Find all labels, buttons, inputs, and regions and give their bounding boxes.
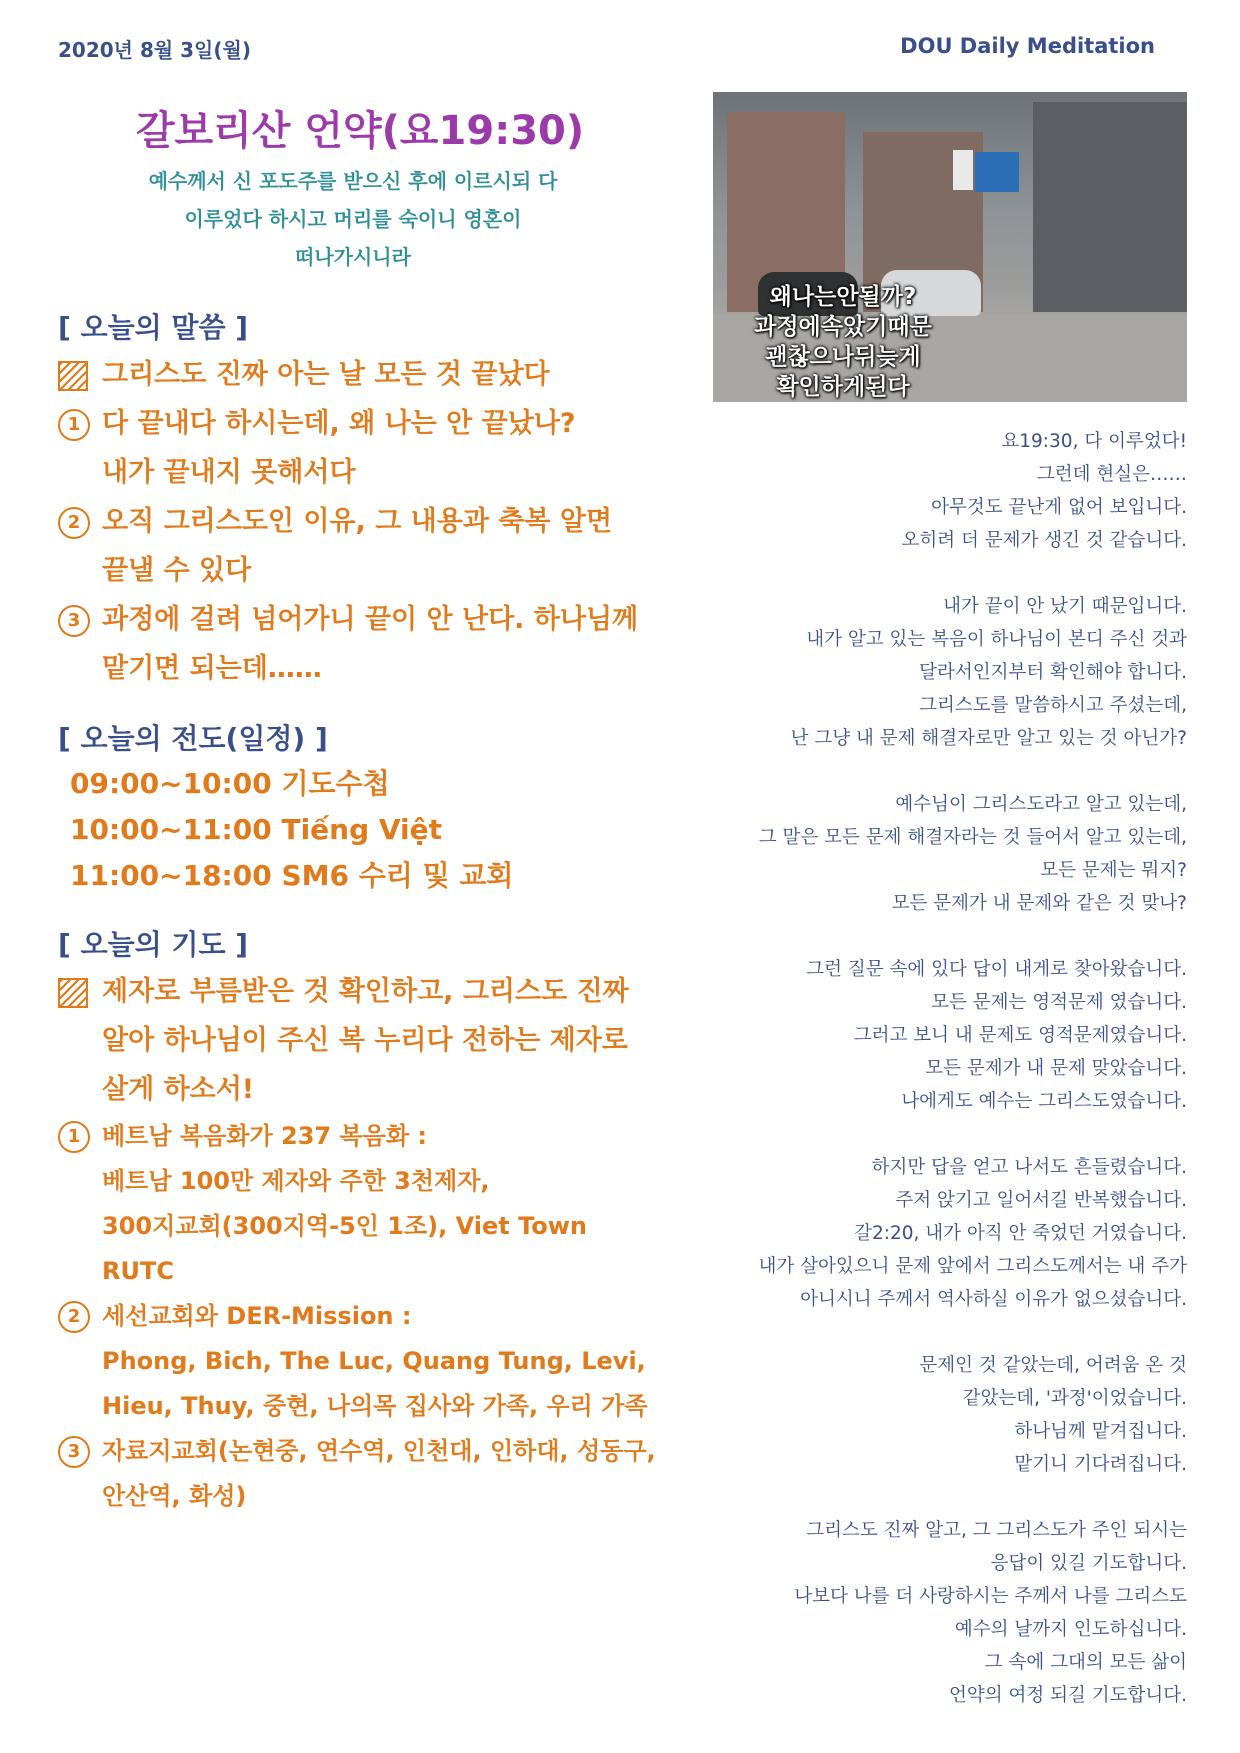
hatched-box-icon	[58, 978, 88, 1008]
circled-number-icon: 3	[58, 605, 90, 637]
prayer-heading: [ 오늘의 기도 ]	[58, 928, 249, 961]
prayer-item-line: 자료지교회(논현중, 연수역, 인천대, 인하대, 성동구,	[102, 1437, 656, 1465]
meditation-line: 나보다 나를 더 사랑하시는 주께서 나를 그리스도	[794, 1586, 1187, 1607]
meditation-paragraph	[627, 425, 1187, 557]
building	[1033, 102, 1187, 312]
bible-verse	[58, 162, 648, 276]
meditation-line: 주저 앉기고 일어서길 반복했습니다.	[895, 1190, 1187, 1211]
meditation-line: 모든 문제가 내 문제와 같은 것 맞나?	[891, 893, 1187, 914]
meditation-paragraph	[627, 1349, 1187, 1481]
prayer-summary	[58, 967, 658, 1114]
schedule-item: 10:00~11:00 Tiếng Việt	[70, 813, 443, 846]
photo-caption-line: 과정에속았기때문	[754, 314, 932, 340]
meditation-line: 내가 알고 있는 복음이 하나님이 본디 주신 것과	[806, 629, 1187, 650]
prayer-item	[58, 1429, 658, 1519]
prayer-item-line: 300지교회(300지역-5인 1조), Viet Town RUTC	[102, 1212, 588, 1285]
prayer-summary-line: 살게 하소서!	[102, 1074, 255, 1105]
verse-line: 이루었다 하시고 머리를 숙이니 영혼이	[184, 207, 522, 231]
word-item	[58, 497, 658, 595]
meditation-line: 갈2:20, 내가 아직 안 죽었던 거였습니다.	[854, 1223, 1187, 1244]
word-heading: [ 오늘의 말씀 ]	[58, 311, 249, 344]
hatched-box-icon	[58, 361, 88, 391]
meditation-line: 예수님이 그리스도라고 알고 있는데,	[895, 794, 1187, 815]
word-item-line: 과정에 걸려 넘어가니 끝이 안 난다. 하나님께	[102, 604, 639, 635]
verse-line: 예수께서 신 포도주를 받으신 후에 이르시되 다	[148, 169, 558, 193]
meditation-line: 응답이 있길 기도합니다.	[990, 1553, 1187, 1574]
meditation-line: 맡기니 기다려집니다.	[1014, 1454, 1187, 1475]
word-summary	[58, 350, 658, 399]
circled-number-icon: 1	[58, 1121, 90, 1153]
page-title: 갈보리산 언약(요19:30)	[135, 108, 585, 154]
photo-caption-line: 괜찮으나뒤늦게	[765, 344, 921, 370]
meditation-line: 그러고 보니 내 문제도 영적문제였습니다.	[853, 1025, 1187, 1046]
word-item-line: 다 끝내다 하시는데, 왜 나는 안 끝났나?	[102, 408, 576, 439]
word-item	[58, 595, 658, 693]
circled-number-icon: 2	[58, 507, 90, 539]
meditation-line: 모든 문제가 내 문제 맞았습니다.	[925, 1058, 1187, 1079]
schedule-heading: [ 오늘의 전도(일정) ]	[58, 722, 328, 755]
photo-caption-line: 확인하게된다	[776, 374, 910, 400]
word-section	[58, 350, 658, 693]
meditation-line: 난 그냥 내 문제 해결자로만 알고 있는 것 아닌가?	[790, 728, 1187, 749]
meditation-paragraph	[627, 1151, 1187, 1316]
circled-number-icon: 1	[58, 409, 90, 441]
prayer-item-line: 안산역, 화성)	[102, 1482, 247, 1510]
left-column	[58, 95, 658, 1519]
meditation-line: 아무것도 끝난게 없어 보입니다.	[931, 497, 1187, 518]
street-photo	[713, 92, 1187, 402]
prayer-item-line: Hieu, Thuy, 중현, 나의목 집사와 가족, 우리 가족	[102, 1392, 648, 1420]
word-item-line: 맡기면 되는데……	[102, 653, 322, 684]
brand-title: DOU Daily Meditation	[900, 34, 1155, 58]
meditation-line: 예수의 날까지 인도하십니다.	[954, 1619, 1187, 1640]
meditation-line: 그런데 현실은……	[1036, 464, 1187, 485]
meditation-paragraph	[627, 1514, 1187, 1712]
meditation-line: 문제인 것 같았는데, 어려움 온 것	[919, 1355, 1187, 1376]
prayer-item-line: 베트남 복음화가 237 복음화 :	[102, 1122, 427, 1150]
meditation-text	[627, 425, 1187, 1745]
meditation-line: 그리스도 진짜 알고, 그 그리스도가 주인 되시는	[806, 1520, 1187, 1541]
meditation-line: 그런 질문 속에 있다 답이 내게로 찾아왔습니다.	[806, 959, 1187, 980]
meditation-paragraph	[627, 953, 1187, 1118]
meditation-line: 언약의 여정 되길 기도합니다.	[949, 1685, 1187, 1706]
prayer-item-line: 베트남 100만 제자와 주한 3천제자,	[102, 1167, 490, 1195]
date: 2020년 8월 3일(월)	[58, 38, 251, 62]
meditation-line: 하나님께 맡겨집니다.	[1014, 1421, 1187, 1442]
meditation-line: 같았는데, '과정'이었습니다.	[962, 1388, 1187, 1409]
word-item-line: 내가 끝내지 못해서다	[102, 457, 356, 488]
prayer-items	[58, 1114, 658, 1519]
meditation-line: 나에게도 예수는 그리스도였습니다.	[901, 1091, 1187, 1112]
meditation-paragraph	[627, 788, 1187, 920]
meditation-line: 내가 끝이 안 났기 때문입니다.	[943, 596, 1187, 617]
meditation-line: 그 말은 모든 문제 해결자라는 것 들어서 알고 있는데,	[758, 827, 1187, 848]
schedule-item: 11:00~18:00 SM6 수리 및 교회	[70, 859, 514, 892]
meditation-line: 달라서인지부터 확인해야 합니다.	[919, 662, 1187, 683]
photo-caption-line: 왜나는안될까?	[769, 284, 917, 310]
word-item-line: 끝낼 수 있다	[102, 555, 252, 586]
prayer-item-line: Phong, Bich, The Luc, Quang Tung, Levi,	[102, 1347, 646, 1375]
meditation-line: 요19:30, 다 이루었다!	[1001, 431, 1187, 452]
prayer-summary-line: 알아 하나님이 주신 복 누리다 전하는 제자로	[102, 1025, 628, 1056]
meditation-line: 내가 살아있으니 문제 앞에서 그리스도께서는 내 주가	[758, 1256, 1187, 1277]
sign	[975, 152, 1019, 192]
meditation-paragraph	[627, 590, 1187, 755]
meditation-line: 모든 문제는 뭐지?	[1040, 860, 1187, 881]
photo-caption	[713, 282, 973, 402]
sign	[953, 150, 973, 190]
prayer-item	[58, 1114, 658, 1294]
meditation-line: 오히려 더 문제가 생긴 것 같습니다.	[901, 530, 1187, 551]
meditation-line: 모든 문제는 영적문제 였습니다.	[931, 992, 1187, 1013]
prayer-item	[58, 1294, 658, 1429]
meditation-line: 아니시니 주께서 역사하실 이유가 없으셨습니다.	[800, 1289, 1187, 1310]
meditation-line: 그리스도를 말씀하시고 주셨는데,	[919, 695, 1187, 716]
meditation-line: 하지만 답을 얻고 나서도 흔들렸습니다.	[871, 1157, 1187, 1178]
word-summary-text: 그리스도 진짜 아는 날 모든 것 끝났다	[102, 359, 550, 390]
circled-number-icon: 2	[58, 1301, 90, 1333]
schedule-item: 09:00~10:00 기도수첩	[70, 767, 390, 800]
meditation-line: 그 속에 그대의 모든 삶이	[984, 1652, 1187, 1673]
word-item	[58, 399, 658, 497]
prayer-summary-line: 제자로 부름받은 것 확인하고, 그리스도 진짜	[102, 976, 629, 1007]
prayer-item-line: 세선교회와 DER-Mission :	[102, 1302, 412, 1330]
verse-line: 떠나가시니라	[295, 245, 411, 269]
circled-number-icon: 3	[58, 1436, 90, 1468]
word-item-line: 오직 그리스도인 이유, 그 내용과 축복 알면	[102, 506, 613, 537]
schedule-list	[58, 761, 658, 899]
